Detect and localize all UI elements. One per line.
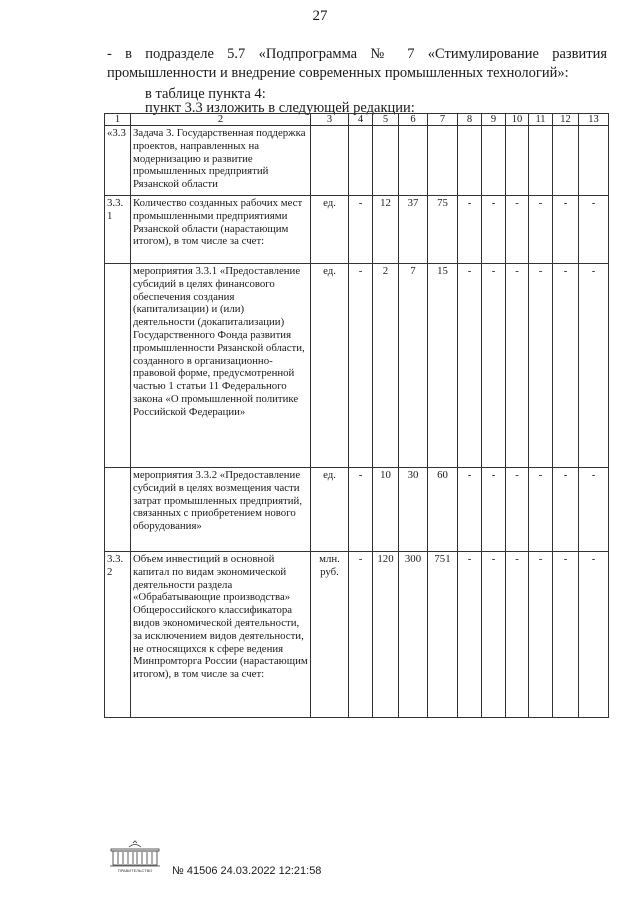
- value-cell: -: [349, 552, 373, 718]
- value-cell: -: [458, 552, 482, 718]
- row-description-cell: Объем инвестиций в основной капитал по видам экономической деятельности раздела «Обрабатывающие производства» Общероссийского классификатора видов экономической деятельности, за исключением видов деятельности, не относящихся к сфере ведения Минпромторга России (нарастающим итогом), в том числе за счет:: [131, 552, 311, 718]
- value-cell: 120: [373, 552, 399, 718]
- value-cell: [579, 126, 609, 196]
- header-cell: 8: [458, 114, 482, 126]
- header-cell: 4: [349, 114, 373, 126]
- intro-line-4: пункт 3.3 изложить в следующей редакции:: [145, 100, 415, 116]
- value-cell: -: [506, 552, 529, 718]
- row-description-cell: мероприятия 3.3.1 «Предоставление субсидий в целях финансового обеспечения создания (капитализации) и (или) деятельности (докапитализации) Государственного Фонда развития промышленности Рязанской области, созданного в организационно-правовой форме, предусмотренной частью 1 статьи 11 Федерального закона «О промышленной политике Российской Федерации»: [131, 264, 311, 468]
- header-cell: 11: [529, 114, 553, 126]
- row-number-cell: [105, 468, 131, 552]
- row-number-cell: 3.3.1: [105, 196, 131, 264]
- row-description-cell: Количество созданных рабочих мест промышленными предприятиями Рязанской области (нарастающим итогом), в том числе за счет:: [131, 196, 311, 264]
- value-cell: -: [529, 552, 553, 718]
- value-cell: -: [482, 468, 506, 552]
- value-cell: -: [506, 468, 529, 552]
- table-row: [105, 552, 609, 718]
- header-cell: 5: [373, 114, 399, 126]
- value-cell: [399, 126, 428, 196]
- document-registration-info: № 41506 24.03.2022 12:21:58: [172, 865, 322, 877]
- value-cell: -: [506, 264, 529, 468]
- building-stamp-icon: [107, 840, 163, 874]
- stamp-caption: ПРАВИТЕЛЬСТВО: [117, 868, 153, 873]
- value-cell: [349, 126, 373, 196]
- intro-line-3: в таблице пункта 4:: [145, 86, 266, 102]
- intro-line-1: - в подразделе 5.7 «Подпрограмма № 7 «Стимулирование развития: [107, 46, 607, 62]
- value-cell: -: [553, 264, 579, 468]
- value-cell: -: [579, 552, 609, 718]
- value-cell: 300: [399, 552, 428, 718]
- header-cell: 2: [131, 114, 311, 126]
- value-cell: [553, 126, 579, 196]
- value-cell: -: [458, 468, 482, 552]
- value-cell: -: [529, 264, 553, 468]
- value-cell: 751: [428, 552, 458, 718]
- value-cell: 30: [399, 468, 428, 552]
- value-cell: -: [553, 468, 579, 552]
- value-cell: -: [349, 264, 373, 468]
- header-cell: 6: [399, 114, 428, 126]
- value-cell: -: [482, 264, 506, 468]
- value-cell: 75: [428, 196, 458, 264]
- header-cell: 7: [428, 114, 458, 126]
- value-cell: -: [553, 196, 579, 264]
- value-cell: -: [349, 468, 373, 552]
- unit-cell: млн. руб.: [311, 552, 349, 718]
- value-cell: [428, 126, 458, 196]
- value-cell: -: [579, 264, 609, 468]
- header-cell: 10: [506, 114, 529, 126]
- row-description-cell: мероприятия 3.3.2 «Предоставление субсидий в целях возмещения части затрат промышленных предприятий, связанных с приобретением нового оборудования»: [131, 468, 311, 552]
- value-cell: -: [579, 468, 609, 552]
- value-cell: 12: [373, 196, 399, 264]
- row-number-cell: «3.3: [105, 126, 131, 196]
- table-row: [105, 264, 609, 468]
- value-cell: -: [482, 196, 506, 264]
- intro-line-2: промышленности и внедрение современных промышленных технологий»:: [107, 65, 569, 81]
- value-cell: [529, 126, 553, 196]
- value-cell: -: [349, 196, 373, 264]
- value-cell: 7: [399, 264, 428, 468]
- value-cell: -: [579, 196, 609, 264]
- table-row: [105, 126, 609, 196]
- value-cell: 60: [428, 468, 458, 552]
- value-cell: -: [458, 196, 482, 264]
- table-row: [105, 468, 609, 552]
- header-cell: 9: [482, 114, 506, 126]
- value-cell: -: [458, 264, 482, 468]
- value-cell: 15: [428, 264, 458, 468]
- row-number-cell: [105, 264, 131, 468]
- unit-cell: ед.: [311, 468, 349, 552]
- unit-cell: ед.: [311, 264, 349, 468]
- page-number: 27: [312, 8, 328, 24]
- header-cell: 1: [105, 114, 131, 126]
- header-cell: 3: [311, 114, 349, 126]
- row-description-cell: Задача 3. Государственная поддержка проектов, направленных на модернизацию и развитие промышленных предприятий Рязанской области: [131, 126, 311, 196]
- table-row: [105, 196, 609, 264]
- value-cell: -: [506, 196, 529, 264]
- value-cell: 2: [373, 264, 399, 468]
- value-cell: [506, 126, 529, 196]
- value-cell: 10: [373, 468, 399, 552]
- value-cell: [373, 126, 399, 196]
- value-cell: 37: [399, 196, 428, 264]
- unit-cell: ед.: [311, 196, 349, 264]
- value-cell: -: [529, 196, 553, 264]
- indicators-table: [104, 113, 609, 718]
- value-cell: [458, 126, 482, 196]
- value-cell: -: [529, 468, 553, 552]
- header-cell: 12: [553, 114, 579, 126]
- table-header-row: [105, 114, 609, 126]
- value-cell: -: [553, 552, 579, 718]
- value-cell: [482, 126, 506, 196]
- value-cell: -: [482, 552, 506, 718]
- row-number-cell: 3.3.2: [105, 552, 131, 718]
- header-cell: 13: [579, 114, 609, 126]
- unit-cell: [311, 126, 349, 196]
